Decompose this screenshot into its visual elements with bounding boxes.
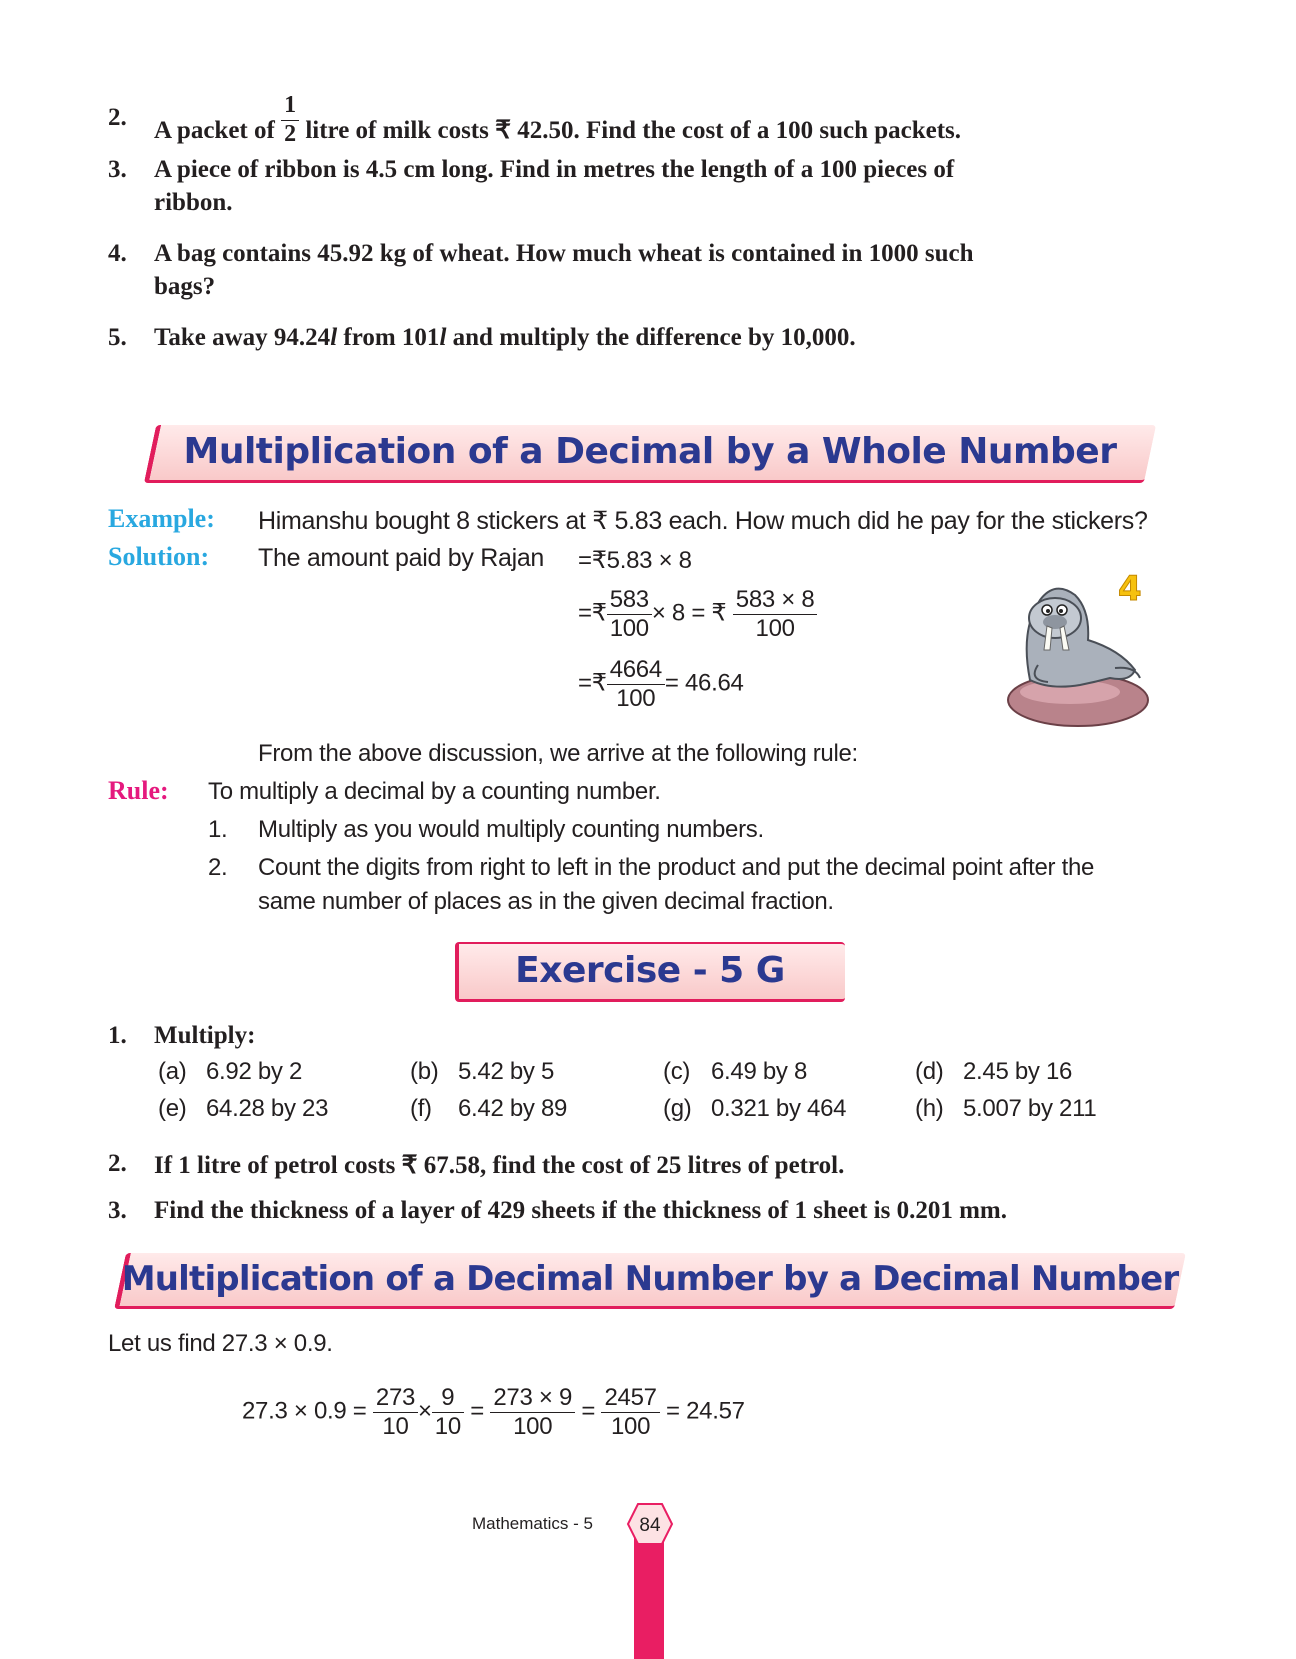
equation-result: = 24.57 bbox=[666, 1397, 745, 1425]
solution-result: = 46.64 bbox=[664, 669, 744, 697]
question-number: 2. bbox=[108, 104, 127, 131]
fraction-numerator: 583 × 8 bbox=[733, 586, 818, 615]
item-text: 6.49 by 8 bbox=[711, 1058, 808, 1085]
item-text: 2.45 by 16 bbox=[963, 1058, 1073, 1085]
fraction-numerator: 583 bbox=[607, 586, 652, 615]
question-text-continued: bags? bbox=[154, 273, 216, 300]
item-e bbox=[158, 1095, 328, 1123]
footer-book-title: Mathematics - 5 bbox=[472, 1514, 593, 1533]
question-5 bbox=[108, 324, 1208, 360]
item-h bbox=[915, 1095, 1096, 1123]
discussion-text: From the above discussion, we arrive at the following rule: bbox=[258, 740, 858, 767]
step-text: Multiply as you would multiply counting numbers. bbox=[258, 816, 764, 843]
question-number: 1. bbox=[108, 1022, 127, 1049]
item-label: (b) bbox=[410, 1058, 439, 1085]
item-label: (e) bbox=[158, 1095, 187, 1122]
item-label: (d) bbox=[915, 1058, 944, 1085]
item-text: 64.28 by 23 bbox=[206, 1095, 329, 1122]
walrus-mascot-image bbox=[1000, 570, 1150, 730]
rule-block bbox=[108, 776, 1228, 812]
question-text: A bag contains 45.92 kg of wheat. How much wheat is contained in 1000 such bbox=[154, 240, 974, 267]
exercise-question-1 bbox=[108, 1022, 408, 1058]
item-c bbox=[663, 1058, 807, 1086]
item-text: 6.92 by 2 bbox=[206, 1058, 303, 1085]
item-label: (a) bbox=[158, 1058, 187, 1085]
question-2 bbox=[108, 92, 1208, 147]
fraction-denominator: 100 bbox=[609, 614, 649, 642]
litre-symbol: l bbox=[439, 324, 447, 351]
question-text-part: and multiply the difference by 10,000. bbox=[446, 324, 856, 351]
item-f bbox=[410, 1095, 567, 1123]
question-text-part: litre of milk costs ₹ 42.50. Find the cost of a 100 such packets. bbox=[299, 116, 962, 144]
fraction-numerator: 1 bbox=[281, 92, 299, 121]
solution-text: The amount paid by Rajan bbox=[258, 544, 545, 572]
question-3 bbox=[108, 156, 1208, 226]
fraction-273-10 bbox=[373, 1384, 418, 1440]
question-text: Find the thickness of a layer of 429 sheets if the thickness of 1 sheet is 0.201 mm. bbox=[154, 1197, 1007, 1224]
fraction-numerator: 9 bbox=[432, 1384, 464, 1413]
fraction-4664-100 bbox=[607, 656, 665, 712]
item-text: 5.42 by 5 bbox=[458, 1058, 555, 1085]
item-label: (f) bbox=[410, 1095, 432, 1122]
times-sign: × bbox=[418, 1397, 432, 1425]
exercise-title: Exercise - 5 G bbox=[515, 950, 785, 991]
example-label: Example: bbox=[108, 504, 215, 533]
solution-line-1: =₹5.83 × 8 bbox=[578, 547, 692, 574]
fraction-denominator: 2 bbox=[284, 120, 297, 147]
question-text-part: from 101 bbox=[337, 324, 440, 351]
fraction-numerator: 4664 bbox=[607, 656, 665, 685]
item-g bbox=[663, 1095, 846, 1123]
question-text: A piece of ribbon is 4.5 cm long. Find in metres the length of a 100 pieces of bbox=[154, 156, 955, 183]
solution-label: Solution: bbox=[108, 542, 210, 571]
exercise-question-3 bbox=[108, 1197, 1208, 1233]
page-number-badge bbox=[626, 1502, 674, 1546]
question-text-continued: ribbon. bbox=[154, 189, 233, 216]
exercise-question-2 bbox=[108, 1150, 1208, 1186]
fraction-numerator: 2457 bbox=[601, 1384, 659, 1413]
item-d bbox=[915, 1058, 1072, 1086]
example-text: Himanshu bought 8 stickers at ₹ 5.83 each. How much did he pay for the stickers? bbox=[258, 507, 1148, 535]
solution-line-3 bbox=[578, 656, 744, 718]
question-text bbox=[154, 92, 962, 160]
fraction-denominator: 100 bbox=[610, 1412, 651, 1440]
question-number: 3. bbox=[108, 1197, 127, 1224]
exercise-banner bbox=[455, 942, 845, 1002]
item-text: 0.321 by 464 bbox=[711, 1095, 847, 1122]
question-text-part: A packet of bbox=[154, 116, 282, 144]
equals-rupee: =₹ bbox=[578, 599, 607, 627]
equals-rupee: =₹ bbox=[578, 669, 607, 697]
item-label: (g) bbox=[663, 1095, 692, 1122]
question-text: If 1 litre of petrol costs ₹ 67.58, find the cost of 25 litres of petrol. bbox=[154, 1152, 845, 1179]
item-text: 5.007 by 211 bbox=[963, 1095, 1097, 1122]
times-eight: × 8 = ₹ bbox=[651, 599, 727, 627]
question-text: Multiply: bbox=[154, 1022, 256, 1049]
equation bbox=[242, 1384, 745, 1454]
section-banner-2 bbox=[120, 1253, 1180, 1309]
page-number: 84 bbox=[639, 1515, 661, 1536]
step-number: 2. bbox=[208, 854, 228, 881]
section-banner-1 bbox=[150, 425, 1150, 483]
rule-text: To multiply a decimal by a counting number. bbox=[208, 778, 661, 805]
fraction-273x9-100 bbox=[490, 1384, 575, 1440]
fraction-numerator: 273 bbox=[373, 1384, 418, 1413]
badge-number: 4 bbox=[1118, 570, 1142, 609]
equals-sign: = bbox=[581, 1397, 596, 1425]
fraction-denominator: 10 bbox=[382, 1412, 409, 1440]
question-4 bbox=[108, 240, 1208, 310]
fraction-2457-100 bbox=[601, 1384, 659, 1440]
question-number: 5. bbox=[108, 324, 127, 351]
fraction-denominator: 100 bbox=[616, 684, 656, 712]
example-block bbox=[108, 504, 1228, 540]
step-text: Count the digits from right to left in the product and put the decimal point after the bbox=[258, 854, 1095, 881]
litre-symbol: l bbox=[330, 324, 338, 351]
item-a bbox=[158, 1058, 302, 1086]
fraction-denominator: 10 bbox=[434, 1412, 461, 1440]
item-label: (c) bbox=[663, 1058, 691, 1085]
question-text-part: Take away 94.24 bbox=[154, 324, 331, 351]
multiply-items bbox=[158, 1058, 1158, 1138]
solution-line-2 bbox=[578, 586, 817, 648]
fraction-denominator: 100 bbox=[755, 614, 795, 642]
step-text-continued: same number of places as in the given decimal fraction. bbox=[258, 888, 834, 915]
question-number: 3. bbox=[108, 156, 127, 183]
item-text: 6.42 by 89 bbox=[458, 1095, 568, 1122]
question-text bbox=[154, 324, 856, 352]
question-number: 4. bbox=[108, 240, 127, 267]
find-text: Let us find 27.3 × 0.9. bbox=[108, 1330, 333, 1357]
fraction-9-10 bbox=[432, 1384, 464, 1440]
fraction-half bbox=[281, 92, 299, 148]
question-number: 2. bbox=[108, 1150, 127, 1177]
rule-label: Rule: bbox=[108, 776, 169, 805]
item-label: (h) bbox=[915, 1095, 944, 1122]
fraction-denominator: 100 bbox=[513, 1412, 553, 1440]
equals-sign: = bbox=[470, 1397, 484, 1425]
equation-lhs: 27.3 × 0.9 = bbox=[242, 1397, 367, 1425]
step-number: 1. bbox=[208, 816, 228, 843]
fraction-583-100 bbox=[607, 586, 652, 642]
section-title: Multiplication of a Decimal Number by a Decimal Number bbox=[121, 1259, 1179, 1299]
section-title: Multiplication of a Decimal by a Whole Number bbox=[183, 431, 1117, 472]
fraction-numerator: 273 × 9 bbox=[490, 1384, 575, 1413]
fraction-583x8-100 bbox=[733, 586, 818, 642]
item-b bbox=[410, 1058, 554, 1086]
